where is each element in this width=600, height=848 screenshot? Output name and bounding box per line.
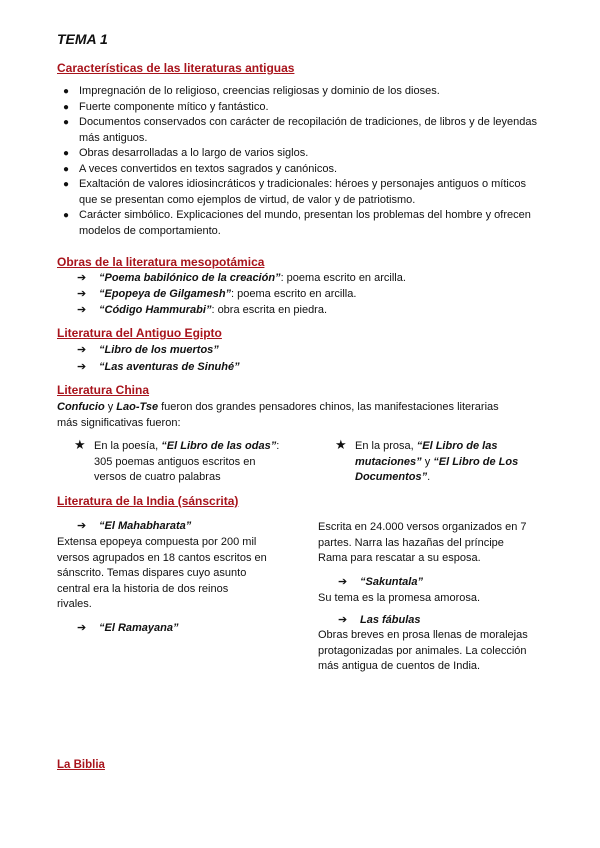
list-item: ● Exaltación de valores idiosincráticos y tradicionales: héroes y personajes antiguos o míticos que se presentan como ejemplos de virtud, de valor y de patriotismo. [63, 178, 526, 206]
arrow-icon: ➔ [77, 622, 87, 634]
list-item: ➔ “El Ramayana” [77, 622, 179, 634]
heading-mesopotamia: Obras de la literatura mesopotámica [57, 255, 265, 269]
bullet-icon: ● [63, 210, 70, 221]
bullet-icon: ● [63, 148, 70, 159]
characteristics-list [57, 84, 537, 239]
list-item: ➔ “El Mahabharata” [77, 520, 192, 532]
arrow-icon: ➔ [77, 344, 87, 356]
list-item: ● Fuerte componente mítico y fantástico. [57, 100, 537, 116]
arrow-icon: ➔ [77, 288, 87, 300]
list-item: ➔ “Sakuntala” [338, 576, 423, 588]
heading-characteristics: Características de las literaturas antiguas [57, 61, 295, 75]
page-title: TEMA 1 [57, 31, 108, 47]
list-item: ➔ Las fábulas [338, 614, 421, 626]
star-icon: ★ [335, 437, 347, 452]
china-poetry: En la poesía, “El Libro de las odas”: 305 poemas antiguos escritos en versos de cuatro palabras [94, 440, 280, 483]
heading-egypt: Literatura del Antiguo Egipto [57, 326, 222, 340]
arrow-icon: ➔ [338, 614, 348, 626]
list-item: ● A veces convertidos en textos sagrados y canónicos. [57, 162, 537, 178]
arrow-icon: ➔ [77, 520, 87, 532]
list-item: ➔ “Código Hammurabi”: obra escrita en piedra. [77, 304, 328, 316]
list-item: ➔ “Epopeya de Gilgamesh”: poema escrito en arcilla. [77, 288, 357, 300]
list-item: ● Carácter simbólico. Explicaciones del mundo, presentan los problemas del hombre y ofrecen modelos de comportamiento. [63, 209, 531, 237]
star-icon: ★ [74, 437, 86, 452]
china-intro: Confucio y Lao-Tse fueron dos grandes pensadores chinos, las manifestaciones literarias más significativas fueron: [57, 401, 499, 429]
arrow-icon: ➔ [338, 576, 348, 588]
bullet-icon: ● [63, 117, 70, 128]
bullet-icon: ● [63, 101, 70, 113]
ramayana-desc: Escrita en 24.000 versos organizados en 7 partes. Narra las hazañas del príncipe Rama para rescatar a su esposa. [318, 521, 527, 564]
list-item: ● Impregnación de lo religioso, creencias religiosas y dominio de los dioses. [57, 84, 537, 100]
list-item: ● Documentos conservados con carácter de recopilación de tradiciones, de libros y de leyendas más antiguos. [63, 116, 537, 144]
fabulas-desc: Obras breves en prosa llenas de moralejas protagonizadas por animales. La colección más antigua de cuentos de India. [318, 629, 528, 672]
arrow-icon: ➔ [77, 272, 87, 284]
heading-china: Literatura China [57, 383, 150, 397]
list-item: ➔ “Las aventuras de Sinuhé” [77, 361, 240, 373]
sakuntala-desc: Su tema es la promesa amorosa. [318, 592, 481, 604]
list-item: ● Obras desarrolladas a lo largo de varios siglos. [57, 146, 537, 162]
heading-bible: La Biblia [57, 759, 105, 771]
bullet-icon: ● [63, 179, 70, 190]
list-item: ➔ “Poema babilónico de la creación”: poema escrito en arcilla. [77, 272, 406, 284]
heading-india: Literatura de la India (sánscrita) [57, 494, 239, 508]
china-prose: En la prosa, “El Libro de las mutaciones” y “El Libro de Los Documentos”. [355, 440, 519, 483]
bullet-icon: ● [63, 163, 70, 175]
list-item: ➔ “Libro de los muertos” [77, 344, 219, 356]
mahabharata-desc: Extensa epopeya compuesta por 200 mil versos agrupados en 18 cantos escritos en sánscrito. Temas dispares cuyo asunto central era la historia de dos reinos rivales. [57, 536, 267, 610]
arrow-icon: ➔ [77, 304, 87, 316]
arrow-icon: ➔ [77, 361, 87, 373]
bullet-icon: ● [63, 86, 70, 97]
